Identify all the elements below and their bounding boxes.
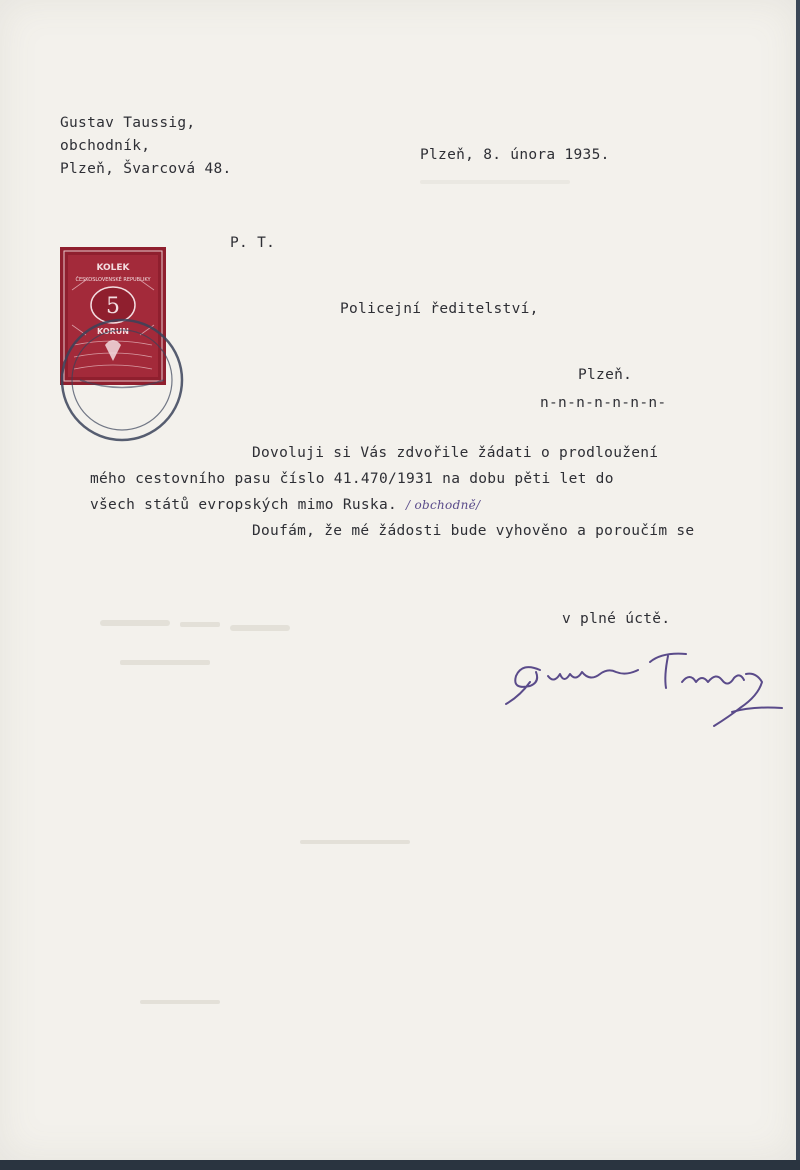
sender-name: Gustav Taussig,: [60, 115, 196, 131]
body-line-3-text: všech států evropských mimo Ruska.: [90, 497, 398, 513]
recipient-name: Policejní ředitelství,: [340, 301, 539, 317]
stamp-body: [60, 247, 166, 385]
body-line-1: Dovoluji si Vás zdvořile žádati o prodloužení: [252, 445, 659, 461]
stamp-issuer: ČESKOSLOVENSKÉ REPUBLIKY: [75, 277, 151, 283]
stamp-currency: KORUN: [97, 327, 129, 336]
body-line-2: mého cestovního pasu číslo 41.470/1931 na dobu pěti let do: [90, 471, 614, 487]
body-line-4: Doufám, že mé žádosti bude vyhověno a poroučím se: [252, 523, 695, 539]
separator-line: n-n-n-n-n-n-n-: [540, 395, 667, 411]
letter-body: [90, 440, 694, 544]
body-line-3: [90, 492, 694, 518]
salutation: P. T.: [230, 235, 276, 251]
stamp-value: 5: [106, 294, 120, 319]
signature: [500, 640, 790, 730]
sender-block: [60, 112, 232, 181]
recipient-city: Plzeň.: [578, 367, 633, 383]
sender-address: Plzeň, Švarcová 48.: [60, 161, 232, 177]
letter-date: Plzeň, 8. února 1935.: [420, 147, 610, 163]
handwritten-insert: / obchodně/: [406, 498, 481, 512]
closing: v plné úctě.: [562, 611, 671, 627]
stamp-top-text: KOLEK: [96, 263, 130, 273]
scan-edge-right: [796, 0, 800, 1170]
revenue-stamp: [50, 245, 190, 445]
sender-occupation: obchodník,: [60, 138, 151, 154]
scan-edge-bottom: [0, 1160, 800, 1170]
